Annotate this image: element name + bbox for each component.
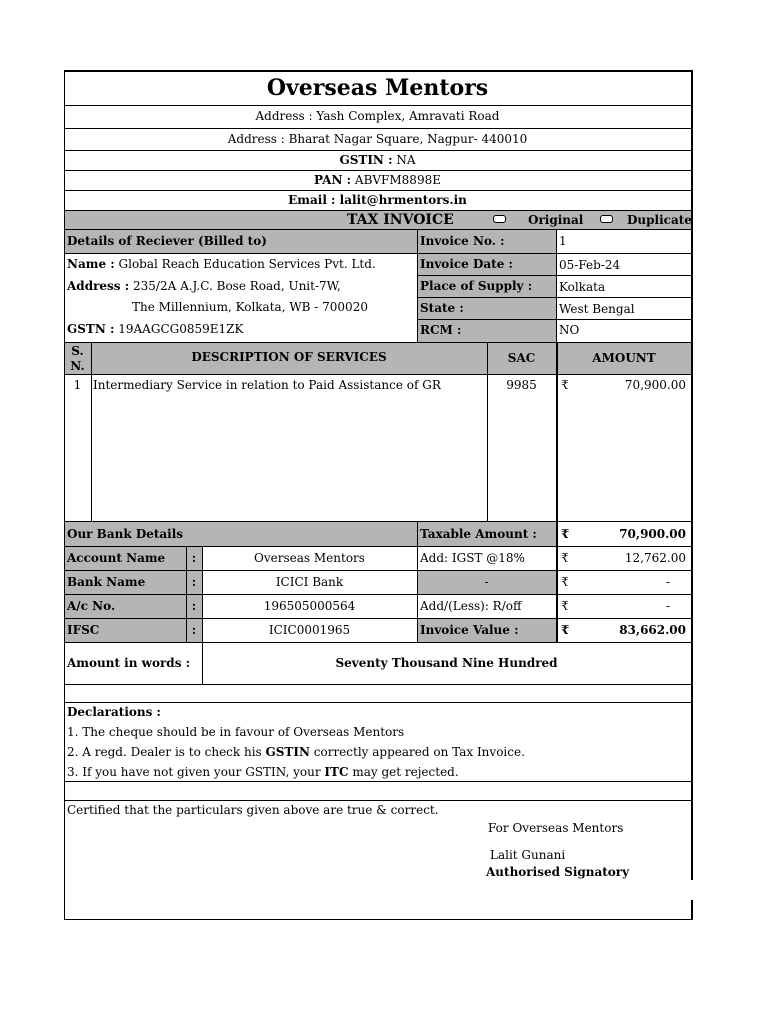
- igst-label: Add: IGST @18%: [420, 551, 525, 565]
- ifsc-value: ICIC0001965: [268, 623, 351, 637]
- certification-text: Certified that the particulars given above are true & correct.: [67, 803, 439, 817]
- ifsc-colon: :: [191, 623, 197, 637]
- taxable-amount-label: Taxable Amount :: [420, 527, 537, 541]
- frame-top: [64, 70, 692, 72]
- invoice-no-value: 1: [559, 234, 567, 248]
- row-sac: 9985: [506, 378, 537, 392]
- bank-name-colon: :: [191, 575, 197, 589]
- igst-currency: ₹: [561, 551, 569, 565]
- receiver-heading: Details of Reciever (Billed to): [67, 234, 267, 248]
- state-label: State :: [420, 301, 464, 315]
- account-name-value: Overseas Mentors: [254, 551, 365, 565]
- roundoff-label: Add/(Less): R/off: [420, 599, 522, 613]
- for-company: For Overseas Mentors: [488, 821, 624, 835]
- receiver-address-line1: Address : 235/2A A.J.C. Bose Road, Unit-7W,: [67, 279, 341, 293]
- place-of-supply-value: Kolkata: [559, 280, 606, 294]
- signatory-title: Authorised Signatory: [486, 865, 630, 879]
- amount-in-words-value: Seventy Thousand Nine Hundred: [335, 656, 558, 670]
- blank-line-currency: ₹: [561, 575, 569, 589]
- declaration-1: 1. The cheque should be in favour of Overseas Mentors: [67, 725, 405, 739]
- bank-heading: Our Bank Details: [67, 527, 184, 541]
- company-pan: PAN : ABVFM8898E: [314, 173, 441, 187]
- tax-invoice-title: TAX INVOICE: [347, 212, 454, 228]
- col-sn-line1: S.: [71, 344, 84, 358]
- bank-name-value: ICICI Bank: [275, 575, 344, 589]
- invoice-value: 83,662.00: [619, 623, 686, 637]
- signatory-name: Lalit Gunani: [490, 848, 566, 862]
- account-name-colon: :: [191, 551, 197, 565]
- roundoff-currency: ₹: [561, 599, 569, 613]
- ac-no-label: A/c No.: [67, 599, 116, 613]
- col-sn-line2: N.: [70, 359, 85, 373]
- taxable-amount-value: 70,900.00: [619, 527, 686, 541]
- bank-name-label: Bank Name: [67, 575, 146, 589]
- receiver-name: Name : Global Reach Education Services Pvt. Ltd.: [67, 257, 376, 271]
- row-description: Intermediary Service in relation to Paid Assistance of GR: [93, 378, 441, 392]
- invoice-date-value: 05-Feb-24: [559, 258, 621, 272]
- frame-right-tail: [691, 900, 693, 920]
- rcm-value: NO: [559, 323, 580, 337]
- receiver-gstn: GSTN : 19AAGCG0859E1ZK: [67, 322, 244, 336]
- original-label: Original: [528, 213, 584, 227]
- col-description: DESCRIPTION OF SERVICES: [191, 350, 387, 364]
- company-address-1: Address : Yash Complex, Amravati Road: [255, 109, 500, 123]
- ac-no-colon: :: [191, 599, 197, 613]
- invoice-no-label: Invoice No. :: [420, 234, 505, 248]
- company-name: Overseas Mentors: [266, 75, 489, 101]
- declaration-2: 2. A regd. Dealer is to check his GSTIN correctly appeared on Tax Invoice.: [67, 745, 525, 759]
- account-name-label: Account Name: [67, 551, 166, 565]
- col-amount: AMOUNT: [592, 351, 656, 365]
- receiver-address-line2: The Millennium, Kolkata, WB - 700020: [132, 300, 368, 314]
- company-address-2: Address : Bharat Nagar Square, Nagpur- 440010: [227, 132, 528, 146]
- frame-bottom: [64, 919, 692, 920]
- declarations-heading: Declarations :: [67, 705, 161, 719]
- invoice-value-label: Invoice Value :: [420, 623, 519, 637]
- col-sac: SAC: [507, 351, 536, 365]
- ac-no-value: 196505000564: [263, 599, 356, 613]
- taxable-currency: ₹: [561, 527, 570, 541]
- ifsc-label: IFSC: [67, 623, 100, 637]
- row-amount: 70,900.00: [624, 378, 686, 392]
- declaration-3: 3. If you have not given your GSTIN, your ITC may get rejected.: [67, 765, 459, 779]
- igst-value: 12,762.00: [624, 551, 686, 565]
- company-email: Email : lalit@hrmentors.in: [288, 193, 467, 207]
- blank-line-value: -: [665, 575, 670, 589]
- blank-line-label: -: [484, 575, 489, 589]
- frame-right: [691, 70, 693, 880]
- company-gstin: GSTIN : NA: [339, 153, 416, 167]
- row-currency: ₹: [561, 378, 569, 392]
- row-sn: 1: [73, 378, 82, 392]
- duplicate-label: Duplicate: [627, 213, 692, 227]
- state-value: West Bengal: [559, 302, 635, 316]
- invoice-date-label: Invoice Date :: [420, 257, 513, 271]
- invoice-value-currency: ₹: [561, 623, 570, 637]
- amount-in-words-label: Amount in words :: [67, 656, 191, 670]
- original-checkbox[interactable]: [493, 215, 506, 223]
- place-of-supply-label: Place of Supply :: [420, 279, 533, 293]
- rcm-label: RCM :: [420, 323, 462, 337]
- roundoff-value: -: [665, 599, 670, 613]
- duplicate-checkbox[interactable]: [600, 215, 613, 223]
